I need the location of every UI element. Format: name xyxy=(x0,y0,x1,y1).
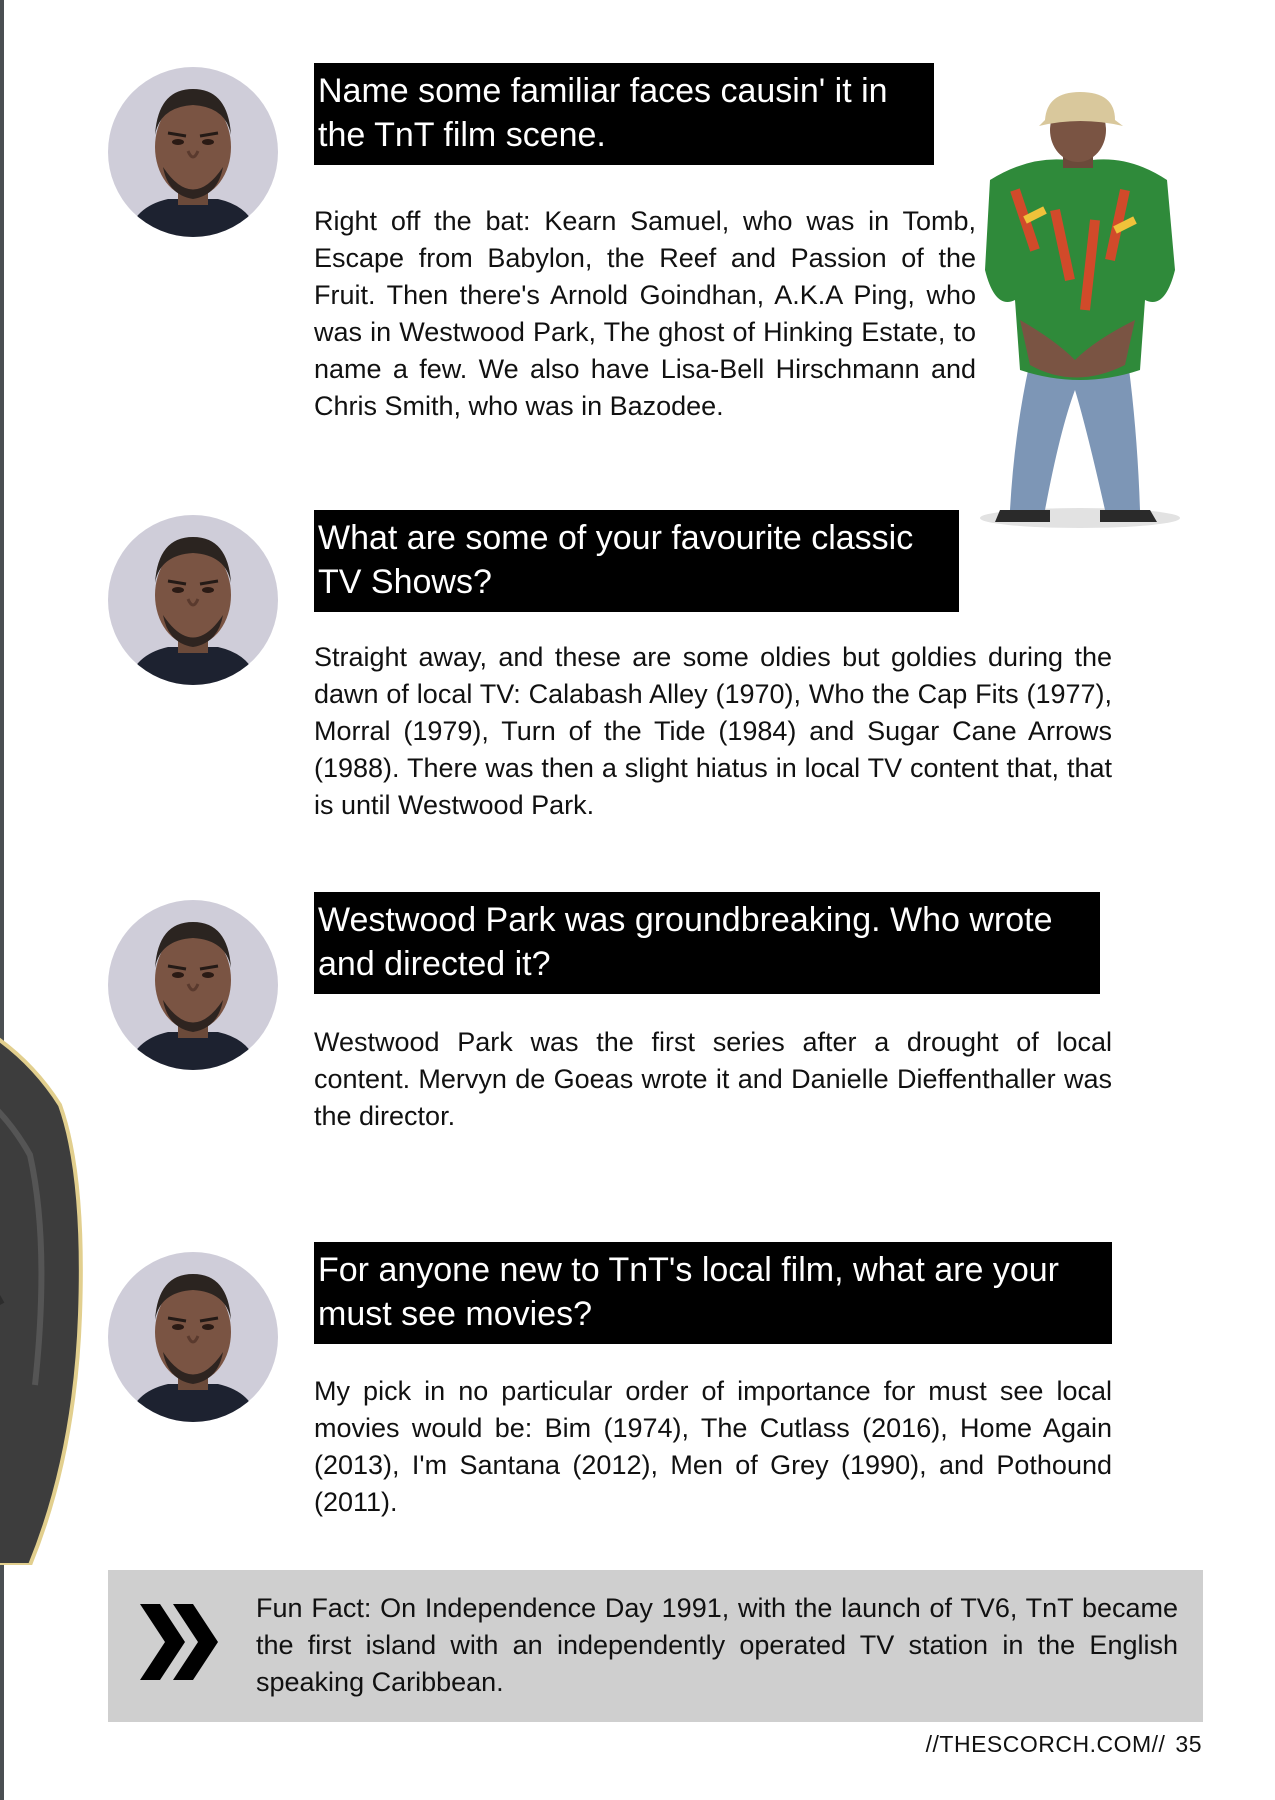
answer-1: Right off the bat: Kearn Samuel, who was in Tomb, Escape from Babylon, the Reef and Passion of the Fruit. Then there's Arnold Goindhan, A.K.A Ping, who was in Westwood Park, The ghost of Hinking Estate, to name a few. We also have Lisa-Bell Hirschmann and Chris Smith, who was in Bazodee. xyxy=(314,206,976,421)
interviewee-avatar xyxy=(108,900,278,1070)
answer-3: Westwood Park was the first series after a drought of local content. Mervyn de Goeas wrote it and Danielle Dieffenthaller was the director. xyxy=(314,1027,1112,1131)
question-3: Westwood Park was groundbreaking. Who wrote and directed it? xyxy=(314,892,1100,994)
double-chevron-right-icon xyxy=(140,1604,218,1680)
interviewee-avatar xyxy=(108,1252,278,1422)
fun-fact-box xyxy=(108,1570,1203,1722)
fun-fact-text: Fun Fact: On Independence Day 1991, with the launch of TV6, TnT became the first island with an independently operated TV station in the English speaking Caribbean. xyxy=(256,1593,1178,1697)
answer-4: My pick in no particular order of importance for must see local movies would be: Bim (1974), The Cutlass (2016), Home Again (2013), I'm Santana (2012), Men of Grey (1990), and Pothound (2011). xyxy=(314,1376,1112,1517)
actor-cutout-photo xyxy=(975,90,1185,530)
footer-site-link[interactable]: //THESCORCH.COM// xyxy=(925,1731,1166,1757)
interviewee-avatar xyxy=(108,67,278,237)
side-person-photo xyxy=(0,985,85,1565)
question-2: What are some of your favourite classic TV Shows? xyxy=(314,510,959,612)
question-1: Name some familiar faces causin' it in the TnT film scene. xyxy=(314,63,934,165)
question-4: For anyone new to TnT's local film, what are your must see movies? xyxy=(314,1242,1112,1344)
interviewee-avatar xyxy=(108,515,278,685)
page-number: 35 xyxy=(1175,1731,1202,1757)
answer-2: Straight away, and these are some oldies but goldies during the dawn of local TV: Calabash Alley (1970), Who the Cap Fits (1977), Morral (1979), Turn of the Tide (1984) and Sugar Cane Arrows (1988). There was then a slight hiatus in local TV content that, that is until Westwood Park. xyxy=(314,642,1112,820)
page-footer xyxy=(926,1731,1202,1758)
